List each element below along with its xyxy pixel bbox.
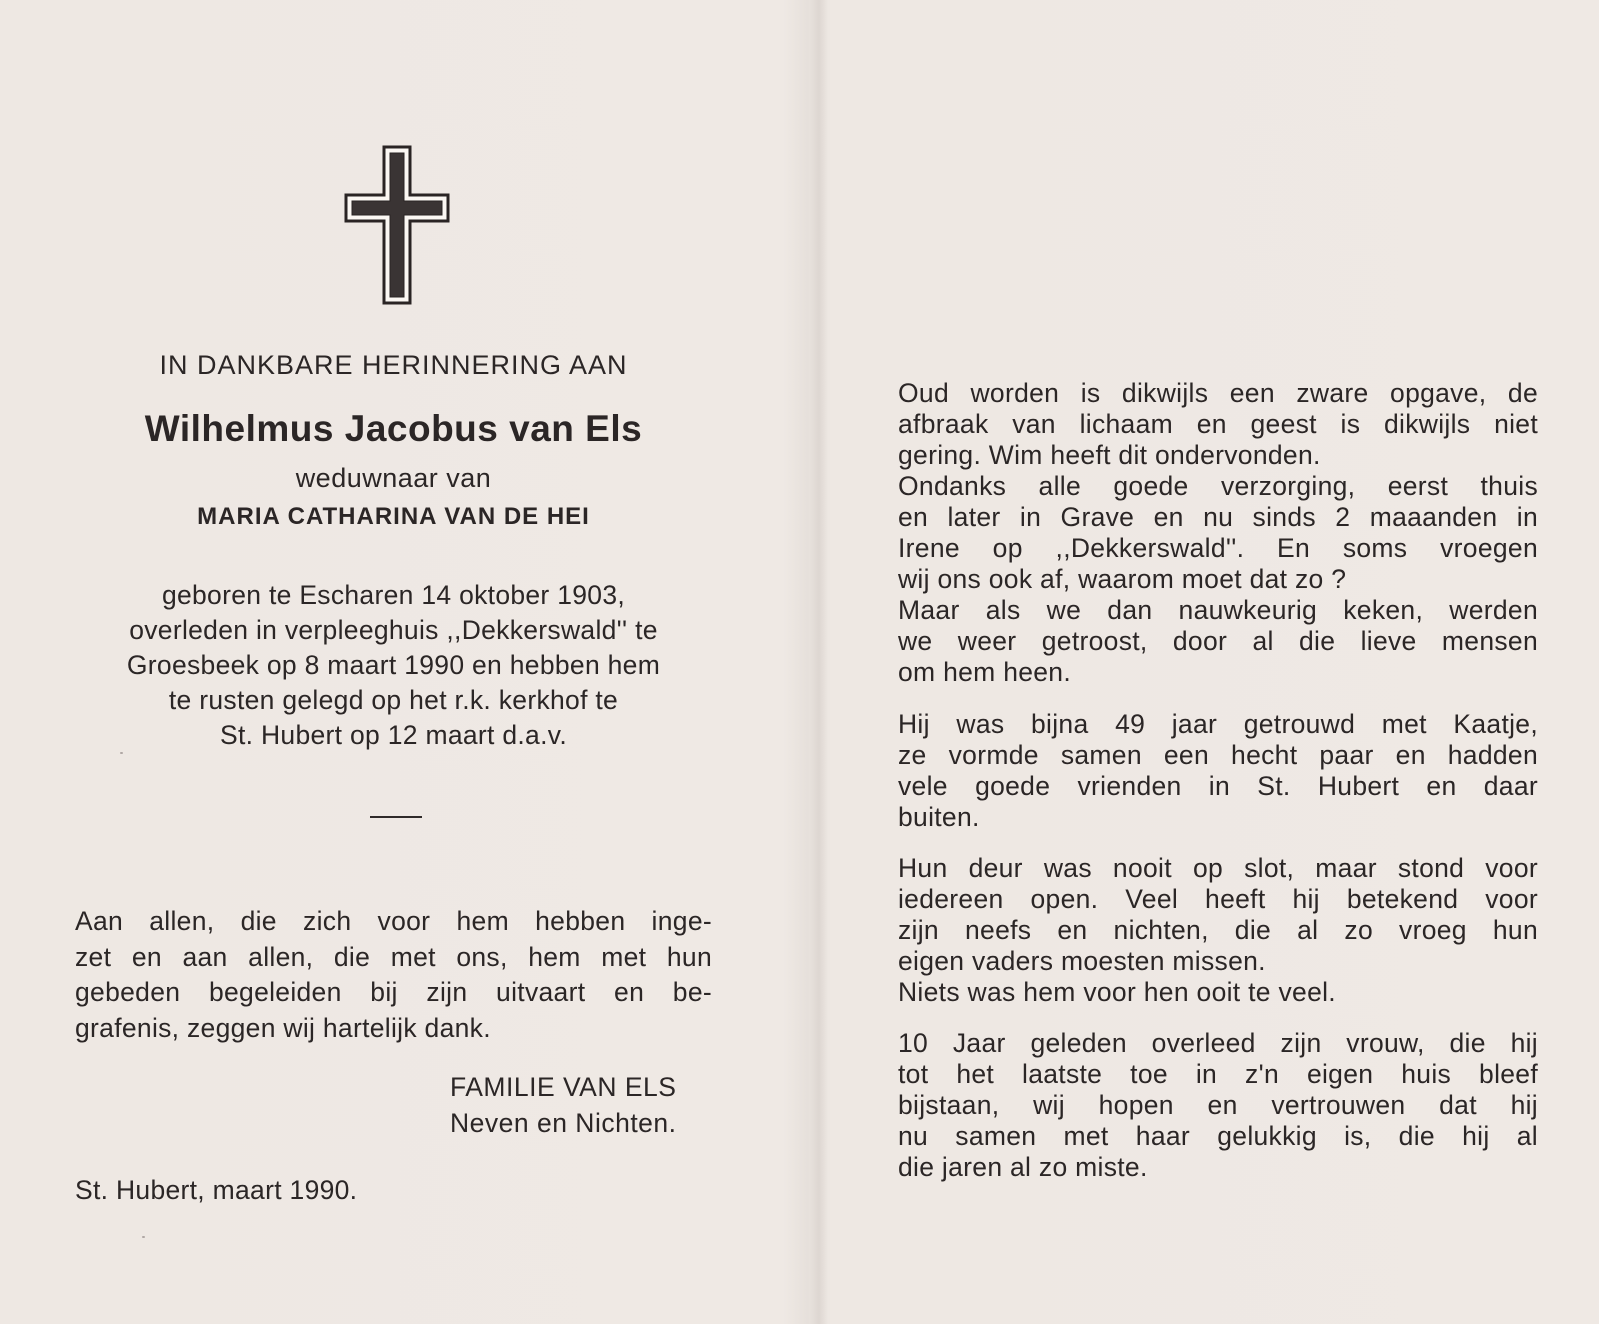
text-line: Oud worden is dikwijls een zware opgave, de	[898, 378, 1538, 408]
birth-death-details	[75, 578, 712, 753]
thanks-paragraph	[75, 904, 712, 1046]
text-line: om hem heen.	[898, 657, 1072, 687]
details-line: te rusten gelegd op het r.k. kerkhof te	[168, 685, 619, 715]
text-line: we weer getroost, door al die lieve mensen	[898, 626, 1538, 656]
text-line: gebeden begeleiden bij zijn uitvaart en be-	[75, 977, 712, 1007]
divider	[370, 816, 422, 818]
paper-speck	[120, 752, 123, 754]
text-line: Hij was bijna 49 jaar getrouwd met Kaatje,	[898, 709, 1538, 739]
text-line: die jaren al zo miste.	[898, 1152, 1148, 1182]
text-line: zet en aan allen, die met ons, hem met hun	[75, 941, 712, 972]
text-line: Aan allen, die zich voor hem hebben inge-	[75, 906, 712, 936]
place-date: St. Hubert, maart 1990.	[75, 1175, 358, 1205]
text-line: zijn neefs en nichten, die al zo vroeg hun	[898, 915, 1538, 945]
text-line: Irene op ,,Dekkerswald''. En soms vroegen	[898, 533, 1538, 563]
details-line: St. Hubert op 12 maart d.a.v.	[220, 720, 567, 750]
paragraph-4	[898, 1028, 1538, 1183]
paragraph-2	[898, 709, 1538, 833]
text-line: gering. Wim heeft dit ondervonden.	[898, 440, 1321, 470]
spouse-name: MARIA CATHARINA VAN DE HEI	[197, 503, 590, 530]
details-line: Groesbeek op 8 maart 1990 en hebben hem	[126, 650, 661, 680]
signature-line: Neven en Nichten.	[450, 1107, 677, 1138]
right-panel	[898, 0, 1538, 1324]
heading: IN DANKBARE HERINNERING AAN	[159, 350, 628, 380]
text-line: Maar als we dan nauwkeurig keken, werden	[898, 595, 1538, 625]
paragraph-3	[898, 853, 1538, 1008]
paper-speck	[142, 1236, 145, 1238]
text-line: vele goede vrienden in St. Hubert en daar	[898, 771, 1538, 801]
left-panel	[75, 0, 712, 1324]
paragraph-1	[898, 378, 1538, 688]
text-line: 10 Jaar geleden overleed zijn vrouw, die hij	[898, 1028, 1538, 1058]
center-fold	[810, 0, 828, 1324]
text-line: ze vormde samen een hecht paar en hadden	[898, 740, 1538, 770]
text-line: bijstaan, wij hopen en vertrouwen dat hij	[898, 1090, 1538, 1120]
details-line: geboren te Escharen 14 oktober 1903,	[161, 580, 626, 610]
text-line: tot het laatste toe in z'n eigen huis bleef	[898, 1059, 1538, 1089]
text-line: buiten.	[898, 802, 980, 832]
text-line: nu samen met haar gelukkig is, die hij al	[898, 1121, 1538, 1151]
text-line: afbraak van lichaam en geest is dikwijls niet	[898, 409, 1538, 439]
signature-block	[450, 1070, 712, 1141]
text-line: eigen vaders moesten missen.	[898, 946, 1266, 976]
widower-label: weduwnaar van	[295, 463, 492, 493]
text-line: iedereen open. Veel heeft hij betekend voor	[898, 884, 1538, 914]
details-line: overleden in verpleeghuis ,,Dekkerswald'' te	[129, 615, 658, 645]
text-line: wij ons ook af, waarom moet dat zo ?	[898, 564, 1347, 594]
signature-line: FAMILIE VAN ELS	[450, 1072, 677, 1102]
latin-cross-icon	[342, 145, 452, 305]
text-line: Hun deur was nooit op slot, maar stond voor	[898, 853, 1538, 883]
text-line: en later in Grave en nu sinds 2 maaanden in	[898, 502, 1538, 532]
text-line: Niets was hem voor hen ooit te veel.	[898, 977, 1336, 1007]
text-line: Ondanks alle goede verzorging, eerst thuis	[898, 471, 1538, 501]
deceased-name: Wilhelmus Jacobus van Els	[144, 408, 643, 449]
text-line: grafenis, zeggen wij hartelijk dank.	[75, 1012, 491, 1043]
